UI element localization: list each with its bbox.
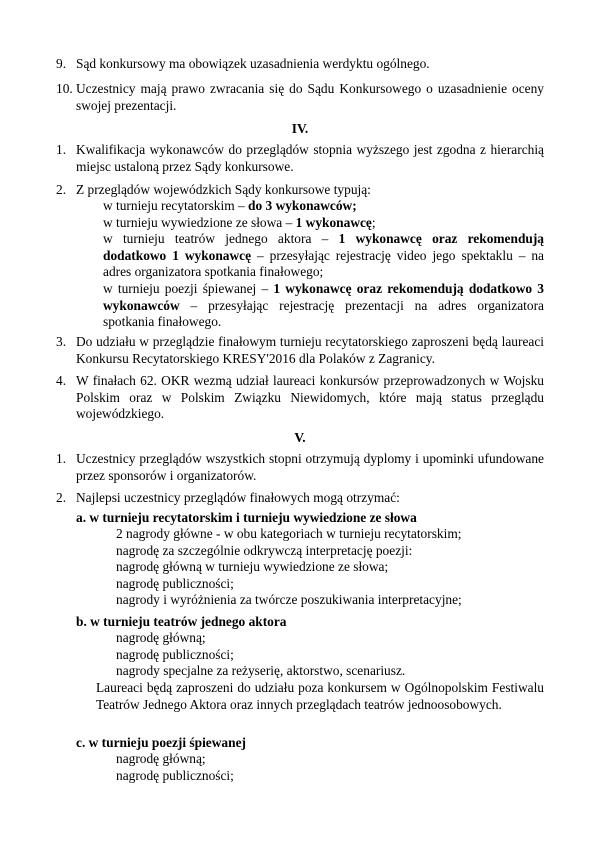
section-heading-v: V.	[294, 430, 306, 445]
bullet-text-end: – przesyłając rejestrację video jego spektaklu – na adres organizatora spotkania finałowego;	[103, 247, 544, 280]
item-text: Z przeglądów wojewódzkich Sądy konkursowe typują:	[76, 182, 371, 197]
list-item-iv-4	[56, 373, 544, 423]
bullet-bold: 1 wykonawcę	[295, 214, 372, 230]
list-item-9	[56, 56, 544, 73]
prize-text: nagrodę za szczególnie odkrywczą interpretację poezji:	[116, 542, 413, 558]
list-item-iv-2	[56, 182, 544, 199]
bullet-sung-poetry	[83, 281, 544, 331]
list-item-10	[56, 81, 544, 114]
item-text: Uczestnicy przeglądów wszystkich stopni otrzymują dyplomy i upominki ufundowane przez sponsorów i organizatorów.	[76, 451, 544, 483]
item-number: 2.	[56, 182, 67, 197]
item-number: 4.	[56, 373, 67, 388]
item-text: Sąd konkursowy ma obowiązek uzasadnienia werdyktu ogólnego.	[76, 56, 430, 71]
prize-list-b	[96, 630, 544, 680]
section-heading-iv: IV.	[291, 121, 309, 136]
list-item-iv-1	[56, 142, 544, 175]
bullet-text: w turnieju teatrów jednego aktora –	[103, 231, 339, 247]
bullet-text-end: ;	[371, 214, 376, 230]
prize-text: nagrodę publiczności;	[116, 767, 234, 783]
bullet-bold: 1 wykonawcę oraz rekomendują dodatkowo 1 wykonawcę	[103, 231, 544, 263]
prize-item	[96, 543, 544, 560]
prize-item	[96, 751, 544, 768]
bullet-bold: 1 wykonawcę oraz rekomendują dodatkowo 3 wykonawców	[103, 280, 545, 313]
subsection-heading-b: b. w turnieju teatrów jednego aktora	[76, 614, 287, 629]
bullet-text-end: – przesyłając rejestrację prezentacji na adres organizatora spotkania finałowego.	[103, 297, 544, 330]
bullet-bold: do 3 wykonawców;	[248, 198, 357, 213]
bullet-text: w turnieju recytatorskim –	[103, 198, 249, 213]
item-text: W finałach 62. OKR wezmą udział laureaci konkursów przeprowadzonych w Wojsku Polskim oraz w Polskim Związku Niewidomych, które mają status przeglądu wojewódzkiego.	[76, 373, 544, 422]
bullet-recitation	[83, 198, 544, 215]
item-text: Uczestnicy mają prawo zwracania się do Sądu Konkursowego o uzasadnienie oceny swojej prezentacji.	[76, 81, 544, 113]
prize-item	[96, 559, 544, 576]
item-number: 10.	[56, 81, 73, 96]
prize-list-a	[96, 526, 544, 609]
prize-item	[96, 630, 544, 647]
prize-text: 2 nagrody główne - w obu kategoriach w turnieju recytatorskim;	[116, 526, 462, 541]
prize-list-c	[96, 751, 544, 784]
bullet-text: w turnieju poezji śpiewanej –	[103, 280, 274, 296]
list-item-v-2	[56, 490, 544, 507]
prize-text: nagrody specjalne za reżyserię, aktorstwo, scenariusz.	[116, 663, 406, 679]
prize-text: nagrody i wyróżnienia za twórcze poszukiwania interpretacyjne;	[116, 592, 462, 608]
prize-item	[96, 576, 544, 593]
list-item-iv-3	[56, 334, 544, 367]
nomination-bullets	[83, 198, 544, 331]
item-number: 1.	[56, 142, 67, 157]
item-number: 1.	[56, 451, 67, 466]
item-number: 9.	[56, 56, 67, 71]
item-text: Najlepsi uczestnicy przeglądów finałowych mogą otrzymać:	[76, 490, 400, 505]
item-text: Do udziału w przeglądzie finałowym turnieju recytatorskiego zaproszeni będą laureaci Konkursu Recytatorskiego KRESY'2016 dla Polaków z Zagranicy.	[76, 334, 544, 366]
prize-item	[96, 768, 544, 785]
laureates-note: Laureaci będą zaproszeni do udziału poza konkursem w Ogólnopolskim Festiwalu Teatrów Jednego Aktora oraz innych przeglądach teatrów jednoosobowych.	[96, 680, 544, 712]
subsection-heading-a: a. w turnieju recytatorskim i turnieju wywiedzione ze słowa	[76, 510, 417, 525]
list-item-v-1	[56, 451, 544, 484]
item-number: 3.	[56, 334, 67, 349]
prize-item	[96, 647, 544, 664]
prize-text: nagrodę publiczności;	[116, 575, 234, 591]
bullet-text: w turnieju wywiedzione ze słowa –	[103, 214, 296, 230]
prize-text: nagrodę główną w turnieju wywiedzione ze słowa;	[116, 559, 389, 575]
item-number: 2.	[56, 490, 67, 505]
bullet-word	[83, 215, 544, 232]
subsection-heading-c: c. w turnieju poezji śpiewanej	[76, 735, 246, 750]
prize-text: nagrodę główną;	[116, 630, 206, 645]
bullet-one-actor-theatre	[83, 231, 544, 281]
prize-item	[96, 592, 544, 609]
prize-item	[96, 526, 544, 543]
prize-item	[96, 663, 544, 680]
prize-text: nagrodę publiczności;	[116, 646, 234, 662]
prize-text: nagrodę główną;	[116, 751, 206, 766]
item-text: Kwalifikacja wykonawców do przeglądów stopnia wyższego jest zgodna z hierarchią miejsc ustaloną przez Sądy konkursowe.	[76, 142, 544, 174]
